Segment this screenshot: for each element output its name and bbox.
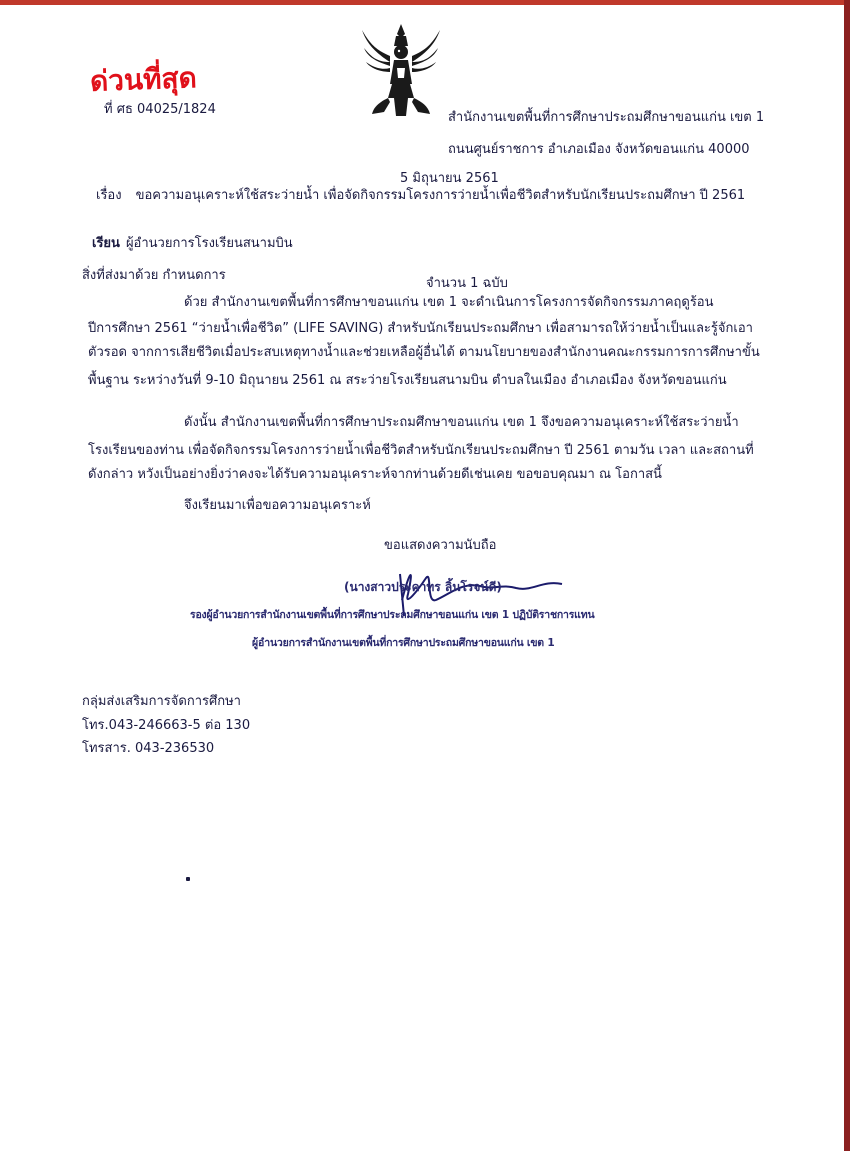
closing-request: จึงเรียนมาเพื่อขอความอนุเคราะห์ xyxy=(184,498,371,513)
footer-department: กลุ่มส่งเสริมการจัดการศึกษา xyxy=(82,694,241,709)
scan-edge-right xyxy=(844,0,850,1151)
paragraph1-line2: ปีการศึกษา 2561 “ว่ายน้ำเพื่อชีวิต” (LIFE SAVING) สำหรับนักเรียนประถมศึกษา เพื่อสามารถให้ว่ายน้ำเป็นและรู้จักเอา xyxy=(88,321,753,336)
paragraph2-line2: โรงเรียนของท่าน เพื่อจัดกิจกรรมโครงการว่ายน้ำเพื่อชีวิตสำหรับนักเรียนประถมศึกษา ปี 2561 ตามวัน เวลา และสถานที่ xyxy=(88,443,754,458)
document-date: 5 มิถุนายน 2561 xyxy=(400,171,499,186)
subject-line xyxy=(96,184,745,205)
recipient-text: ผู้อำนวยการโรงเรียนสนามบิน xyxy=(125,236,293,251)
scan-speck xyxy=(186,877,190,881)
paragraph2-line3: ดังกล่าว หวังเป็นอย่างยิ่งว่าคงจะได้รับความอนุเคราะห์จากท่านด้วยดีเช่นเคย ขอขอบคุณมา ณ โอกาสนี้ xyxy=(88,467,662,482)
scan-edge-top xyxy=(0,0,850,5)
garuda-emblem-icon xyxy=(360,22,442,120)
reference-number: ที่ ศธ 04025/1824 xyxy=(104,102,216,117)
paragraph1-line4: พื้นฐาน ระหว่างวันที่ 9-10 มิถุนายน 2561 ณ สระว่ายโรงเรียนสนามบิน ตำบลในเมือง อำเภอเมือง จังหวัดขอนแก่น xyxy=(88,373,727,388)
subject-text: ขอความอนุเคราะห์ใช้สระว่ายน้ำ เพื่อจัดกิจกรรมโครงการว่ายน้ำเพื่อชีวิตสำหรับนักเรียนประถมศึกษา ปี 2561 xyxy=(135,188,746,203)
signatory-name: (นางสาวประคาทร ลิ้นโรจน์ดี) xyxy=(344,580,502,594)
recipient-line xyxy=(92,232,293,253)
enclosure-quantity: จำนวน 1 ฉบับ xyxy=(426,276,508,291)
office-address-line-1: สำนักงานเขตพื้นที่การศึกษาประถมศึกษาขอนแก่น เขต 1 xyxy=(448,110,765,125)
footer-fax: โทรสาร. 043-236530 xyxy=(82,741,215,756)
paragraph1-line1: ด้วย สำนักงานเขตพื้นที่การศึกษาขอนแก่น เขต 1 จะดำเนินการโครงการจัดกิจกรรมภาคฤดูร้อน xyxy=(184,295,714,310)
office-address-line-2: ถนนศูนย์ราชการ อำเภอเมือง จังหวัดขอนแก่น 40000 xyxy=(448,142,750,157)
subject-label: เรื่อง xyxy=(96,188,122,203)
paragraph2-line1: ดังนั้น สำนักงานเขตพื้นที่การศึกษาประถมศึกษาขอนแก่น เขต 1 จึงขอความอนุเคราะห์ใช้สระว่ายน้ำ xyxy=(184,415,739,430)
signatory-position-1: รองผู้อำนวยการสำนักงานเขตพื้นที่การศึกษาประถมศึกษาขอนแก่น เขต 1 ปฏิบัติราชการแทน xyxy=(190,609,595,621)
recipient-label: เรียน xyxy=(92,236,120,251)
signatory-position-2: ผู้อำนวยการสำนักงานเขตพื้นที่การศึกษาประถมศึกษาขอนแก่น เขต 1 xyxy=(252,637,555,649)
paragraph1-line3: ตัวรอด จากการเสียชีวิตเมื่อประสบเหตุทางน้ำและช่วยเหลือผู้อื่นได้ ตามนโยบายของสำนักงานคณะกรรมการการศึกษาขั้น xyxy=(88,345,760,360)
enclosure-line: สิ่งที่ส่งมาด้วย กำหนดการ xyxy=(82,268,226,283)
footer-phone: โทร.043-246663-5 ต่อ 130 xyxy=(82,718,251,733)
urgency-stamp: ด่วนที่สุด xyxy=(89,61,198,98)
closing-salutation: ขอแสดงความนับถือ xyxy=(384,538,497,553)
